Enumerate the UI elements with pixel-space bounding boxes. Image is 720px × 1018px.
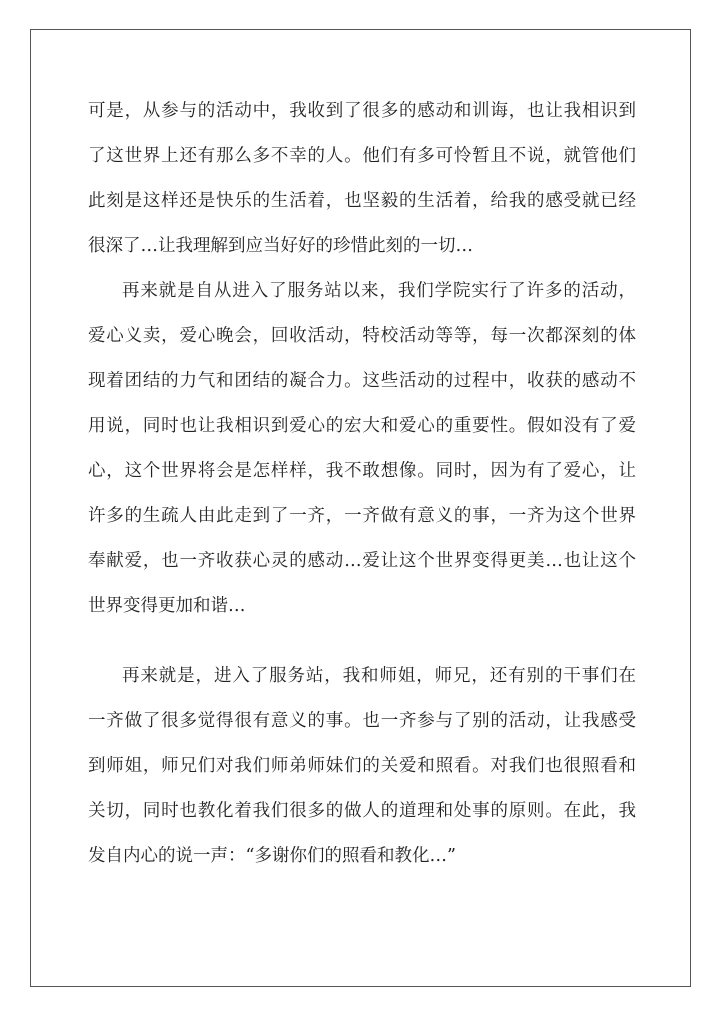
text-line-12: 世界变得更加和谐… [88,596,246,616]
text-line-15: 到师姐，师兄们对我们师弟师妹们的关爱和照看。对我们也很照看和 [88,756,636,776]
text-line-9: 心，这个世界将会是怎样样，我不敢想像。同时，因为有了爱心，让 [88,461,636,481]
text-line-1: 可是，从参与的活动中，我收到了很多的感动和训诲，也让我相识到 [88,101,636,121]
text-line-14: 一齐做了很多觉得很有意义的事。也一齐参与了别的活动，让我感受 [88,711,636,731]
text-line-17: 发自内心的说一声：“多谢你们的照看和教化…” [88,846,456,866]
text-line-8: 用说，同时也让我相识到爱心的宏大和爱心的重要性。假如没有了爱 [88,416,636,436]
text-line-7: 现着团结的力气和团结的凝合力。这些活动的过程中，收获的感动不 [88,371,636,391]
text-line-6: 爱心义卖，爱心晚会，回收活动，特校活动等等，每一次都深刻的体 [88,326,636,346]
text-line-4: 很深了…让我理解到应当好好的珍惜此刻的一切… [88,236,473,256]
text-line-3: 此刻是这样还是快乐的生活着，也坚毅的生活着，给我的感受就已经 [88,191,636,211]
text-line-2: 了这世界上还有那么多不幸的人。他们有多可怜暂且不说，就管他们 [88,146,636,166]
text-line-11: 奉献爱，也一齐收获心灵的感动…爱让这个世界变得更美…也让这个 [88,551,636,571]
text-line-16: 关切，同时也教化着我们很多的做人的道理和处事的原则。在此，我 [88,801,636,821]
paragraph-start-line-5: 再来就是自从进入了服务站以来，我们学院实行了许多的活动， [122,281,636,301]
text-line-10: 许多的生疏人由此走到了一齐，一齐做有意义的事，一齐为这个世界 [88,506,636,526]
paragraph-start-line-13: 再来就是，进入了服务站，我和师姐，师兄，还有别的干事们在 [122,666,636,686]
